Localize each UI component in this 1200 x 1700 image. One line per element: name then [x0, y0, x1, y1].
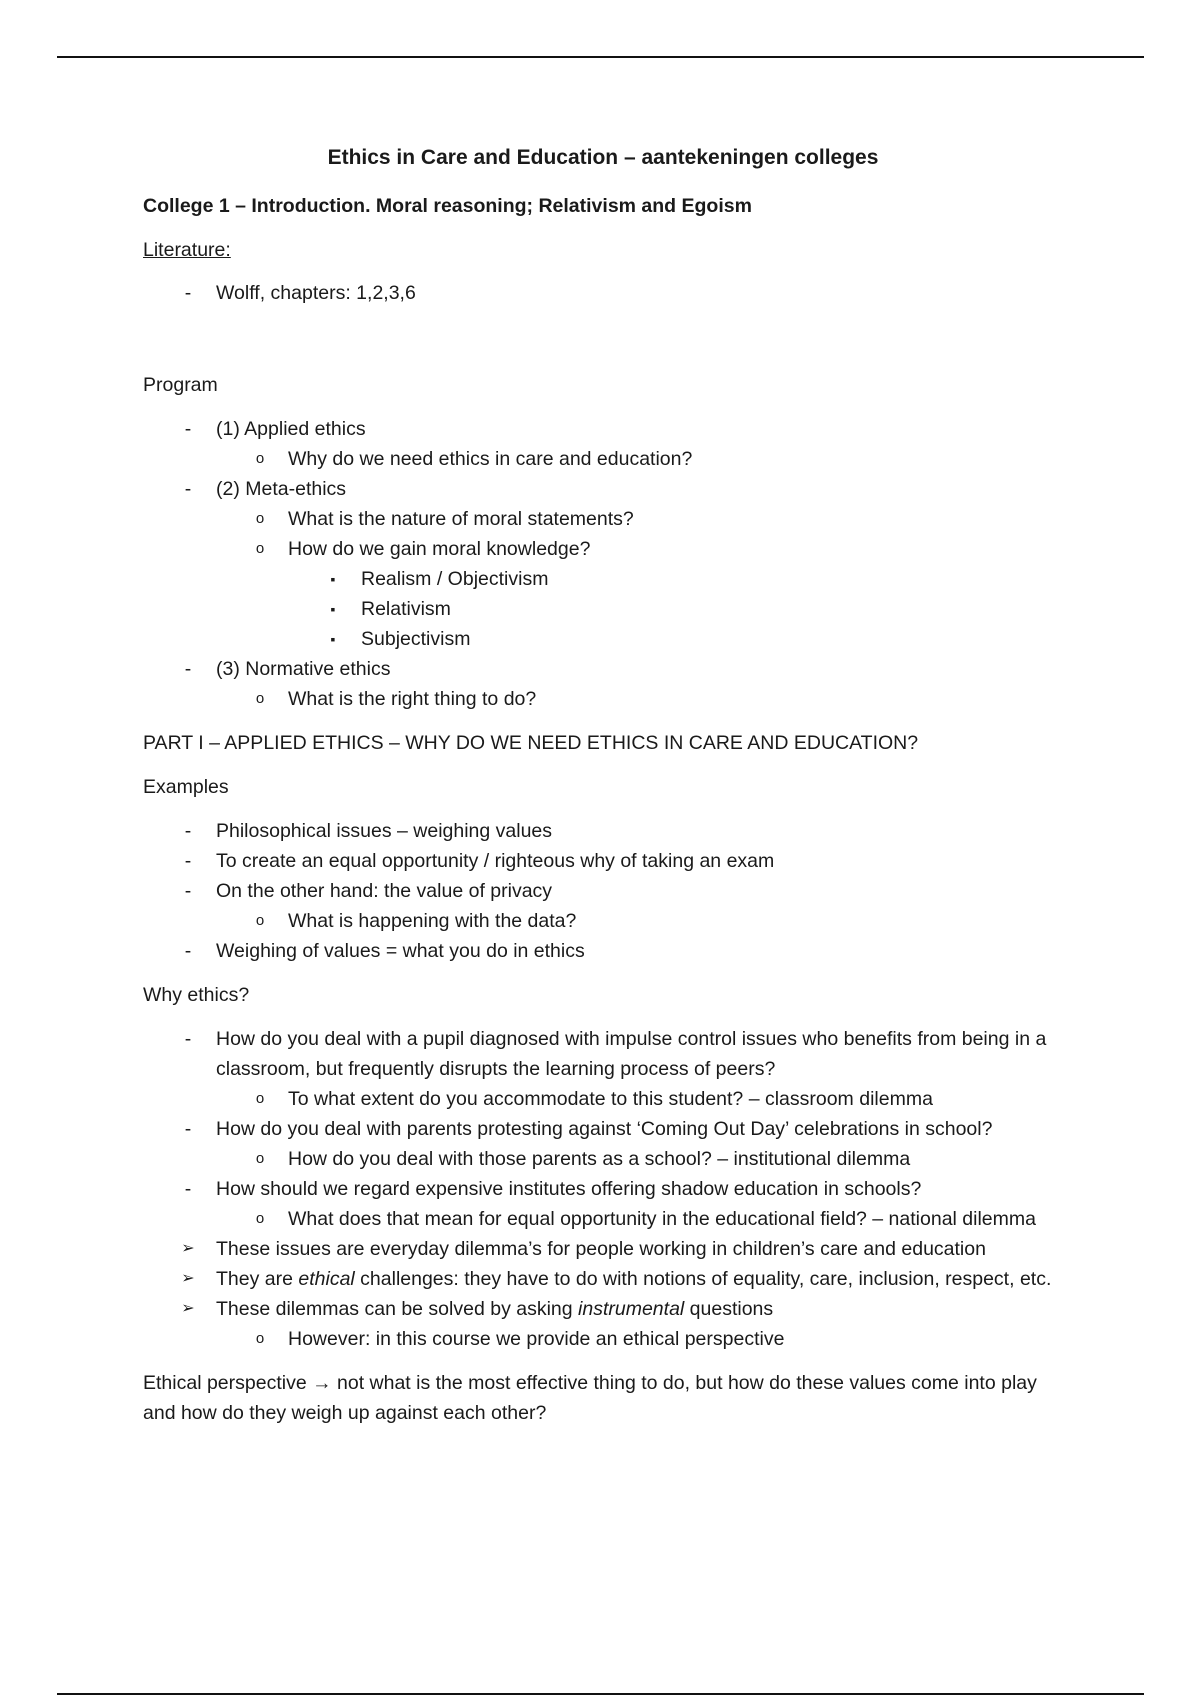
list-item: - Philosophical issues – weighing values	[143, 816, 1063, 846]
circle-bullet-icon: o	[255, 1090, 265, 1107]
program-list	[143, 414, 1063, 714]
list-item: - Weighing of values = what you do in ethics	[143, 936, 1063, 966]
circle-bullet-icon: o	[255, 1150, 265, 1167]
arrow-bullet-icon: ➢	[181, 1270, 195, 1287]
dash-bullet-icon: -	[184, 1178, 192, 1200]
dash-bullet-icon: -	[184, 1028, 192, 1050]
literature-list	[143, 278, 1063, 308]
list-item: o What is happening with the data?	[143, 906, 1063, 936]
list-item: ▪ Subjectivism	[143, 624, 1063, 654]
circle-bullet-icon: o	[255, 1330, 265, 1347]
document-body	[143, 140, 1063, 1442]
dash-bullet-icon: -	[184, 282, 192, 304]
footer-rule	[57, 1693, 1144, 1695]
examples-label: Examples	[143, 776, 229, 798]
college-heading: College 1 – Introduction. Moral reasoning; Relativism and Egoism	[143, 195, 752, 217]
list-item: - (3) Normative ethics	[143, 654, 1063, 684]
circle-bullet-icon: o	[255, 690, 265, 707]
square-bullet-icon: ▪	[330, 571, 336, 587]
document-title: Ethics in Care and Education – aantekeningen colleges	[327, 146, 879, 169]
conclusion-paragraph: Ethical perspective → not what is the most effective thing to do, but how do these values come into play and how do they weigh up against each other?	[143, 1372, 1037, 1424]
why-ethics-label: Why ethics?	[143, 984, 250, 1006]
arrow-bullet-icon: ➢	[181, 1300, 195, 1317]
dash-bullet-icon: -	[184, 418, 192, 440]
circle-bullet-icon: o	[255, 450, 265, 467]
circle-bullet-icon: o	[255, 510, 265, 527]
list-item: o How do you deal with those parents as a school? – institutional dilemma	[143, 1144, 1063, 1174]
list-item: - How should we regard expensive institutes offering shadow education in schools?	[143, 1174, 1063, 1204]
dash-bullet-icon: -	[184, 820, 192, 842]
list-item: ➢ These dilemmas can be solved by asking instrumental questions	[143, 1294, 1063, 1324]
list-item: o What is the right thing to do?	[143, 684, 1063, 714]
list-item: - (2) Meta-ethics	[143, 474, 1063, 504]
square-bullet-icon: ▪	[330, 601, 336, 617]
list-item: o However: in this course we provide an ethical perspective	[143, 1324, 1063, 1354]
square-bullet-icon: ▪	[330, 631, 336, 647]
list-item: - To create an equal opportunity / righteous why of taking an exam	[143, 846, 1063, 876]
examples-list	[143, 816, 1063, 966]
list-item: - How do you deal with parents protesting against ‘Coming Out Day’ celebrations in school?	[143, 1114, 1063, 1144]
list-item: - (1) Applied ethics	[143, 414, 1063, 444]
circle-bullet-icon: o	[255, 1210, 265, 1227]
list-item: o To what extent do you accommodate to this student? – classroom dilemma	[143, 1084, 1063, 1114]
list-item: ➢ They are ethical challenges: they have to do with notions of equality, care, inclusion, respect, etc.	[143, 1264, 1063, 1294]
dash-bullet-icon: -	[184, 1118, 192, 1140]
list-item: o What is the nature of moral statements?	[143, 504, 1063, 534]
dash-bullet-icon: -	[184, 478, 192, 500]
literature-label: Literature:	[143, 239, 231, 261]
list-item: ➢ These issues are everyday dilemma’s for people working in children’s care and education	[143, 1234, 1063, 1264]
header-rule	[57, 56, 1144, 58]
part1-heading: PART I – APPLIED ETHICS – WHY DO WE NEED ETHICS IN CARE AND EDUCATION?	[143, 732, 919, 754]
circle-bullet-icon: o	[255, 912, 265, 929]
list-item: o Why do we need ethics in care and education?	[143, 444, 1063, 474]
list-item: ▪ Relativism	[143, 594, 1063, 624]
list-item: - On the other hand: the value of privacy	[143, 876, 1063, 906]
list-item: - How do you deal with a pupil diagnosed with impulse control issues who benefits from being in a classroom, but frequently disrupts the learning process of peers?	[143, 1024, 1063, 1084]
dash-bullet-icon: -	[184, 880, 192, 902]
dash-bullet-icon: -	[184, 940, 192, 962]
list-item: ▪ Realism / Objectivism	[143, 564, 1063, 594]
program-label: Program	[143, 374, 218, 396]
list-item: o How do we gain moral knowledge?	[143, 534, 1063, 564]
list-item: o What does that mean for equal opportunity in the educational field? – national dilemma	[143, 1204, 1063, 1234]
circle-bullet-icon: o	[255, 540, 265, 557]
why-ethics-list	[143, 1024, 1063, 1354]
arrow-bullet-icon: ➢	[181, 1240, 195, 1257]
dash-bullet-icon: -	[184, 658, 192, 680]
dash-bullet-icon: -	[184, 850, 192, 872]
list-item: - Wolff, chapters: 1,2,3,6	[143, 278, 1063, 308]
